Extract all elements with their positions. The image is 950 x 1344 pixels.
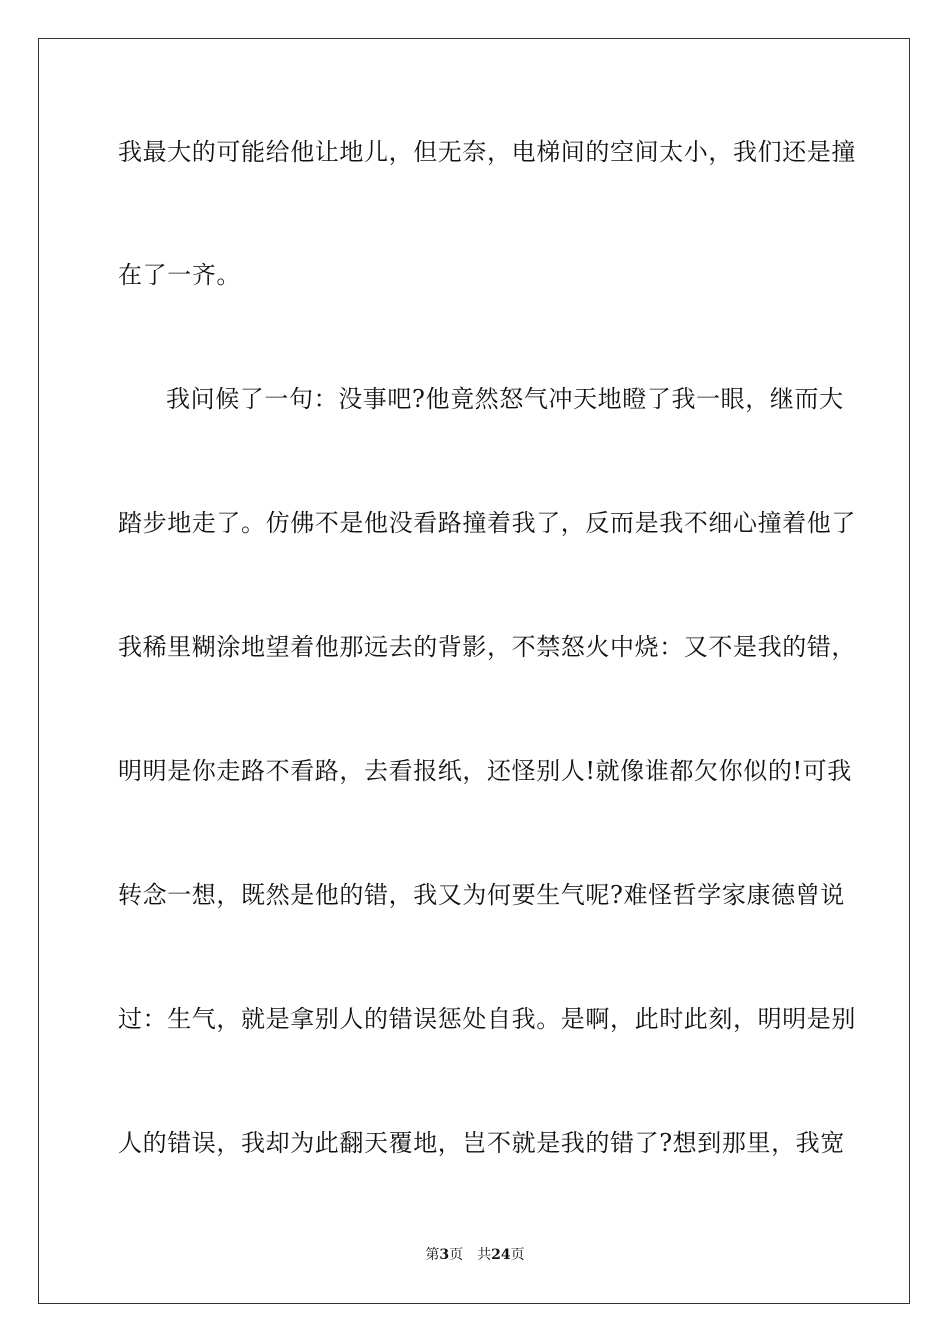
text-line-5: 我稀里糊涂地望着他那远去的背影，不禁怒火中烧：又不是我的错，: [118, 633, 856, 661]
text-line-4: 踏步地走了。仿佛不是他没看路撞着我了，反而是我不细心撞着他了: [118, 509, 856, 537]
text-line-2: 在了一齐。: [118, 261, 241, 289]
page-border: [38, 38, 910, 1304]
page-prefix: 第: [425, 1247, 440, 1263]
total-prefix: 共: [477, 1247, 492, 1263]
total-suffix: 页: [510, 1247, 525, 1263]
page-number: 3: [439, 1247, 450, 1263]
text-line-6: 明明是你走路不看路，去看报纸，还怪别人!就像谁都欠你似的!可我: [118, 757, 852, 785]
total-pages: 24: [491, 1247, 511, 1263]
text-line-1: 我最大的可能给他让地儿，但无奈，电梯间的空间太小，我们还是撞: [118, 138, 856, 166]
text-line-9: 人的错误，我却为此翻天覆地，岂不就是我的错了?想到那里，我宽: [118, 1129, 845, 1157]
text-line-3: 我问候了一句：没事吧?他竟然怒气冲天地瞪了我一眼，继而大: [166, 385, 844, 413]
text-line-7: 转念一想，既然是他的错，我又为何要生气呢?难怪哲学家康德曾说: [118, 881, 845, 909]
page-suffix: 页: [449, 1247, 464, 1263]
text-line-8: 过：生气，就是拿别人的错误惩处自我。是啊，此时此刻，明明是别: [118, 1005, 856, 1033]
page-footer: [0, 1246, 950, 1264]
